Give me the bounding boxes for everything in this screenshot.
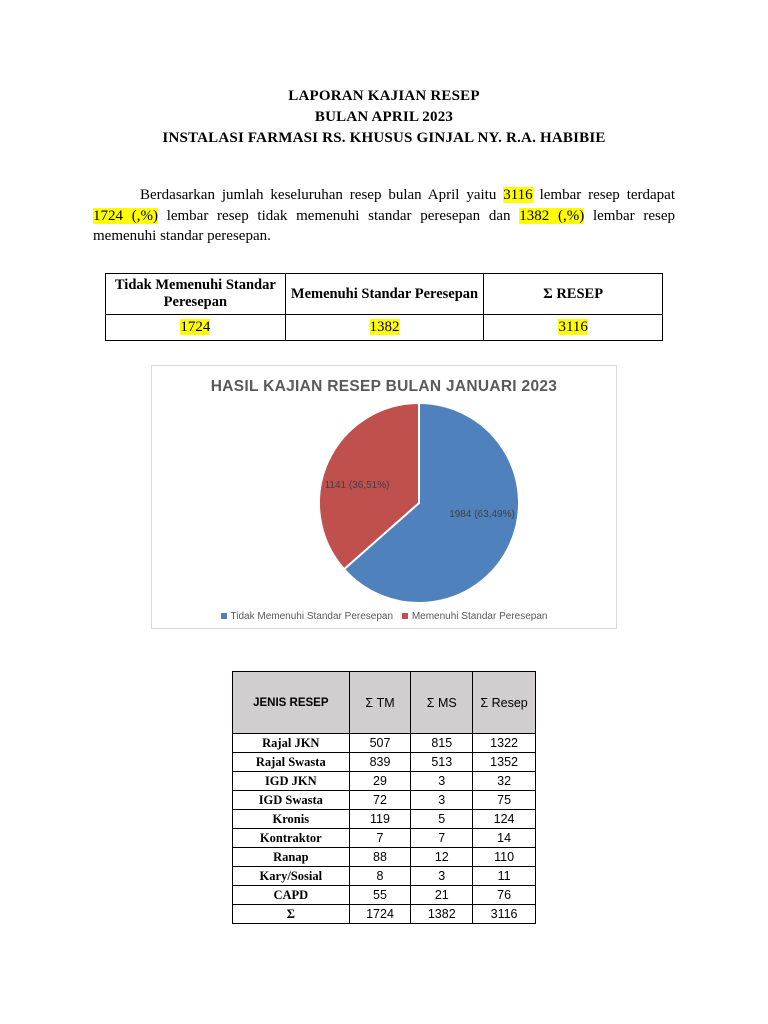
row-value: 29 [349,772,411,791]
row-value: 3 [411,772,473,791]
report-institution: INSTALASI FARMASI RS. KHUSUS GINJAL NY. R.A. HABIBIE [162,130,606,146]
row-label: Rajal Swasta [233,753,350,772]
detail-header-type: JENIS RESEP [233,672,350,734]
summary-table [105,273,663,341]
chart-title: HASIL KAJIAN RESEP BULAN JANUARI 2023 [210,378,558,395]
row-label: Ranap [233,848,350,867]
table-row [233,810,536,829]
row-value: 507 [349,734,411,753]
row-value: 815 [411,734,473,753]
table-row [233,905,536,924]
row-value: 55 [349,886,411,905]
row-value: 110 [473,848,536,867]
detail-table [232,671,536,924]
row-label: Kontraktor [233,829,350,848]
legend-item-tm: Tidak Memenuhi Standar Peresepan [221,611,394,622]
row-value: 1724 [349,905,411,924]
table-row [233,848,536,867]
row-value: 32 [473,772,536,791]
row-value: 75 [473,791,536,810]
pie-svg [152,366,616,628]
paragraph-text: lembar resep memenuhi standar peresepan. [93,207,675,244]
row-value: 1382 [411,905,473,924]
row-value: 72 [349,791,411,810]
row-value: 513 [411,753,473,772]
table-row [233,734,536,753]
table-row [233,867,536,886]
row-value: 1322 [473,734,536,753]
row-label: IGD Swasta [233,791,350,810]
row-value: 21 [411,886,473,905]
report-month: BULAN APRIL 2023 [314,109,454,125]
ms-highlight: 1382 (,%) [519,207,585,224]
summary-paragraph [93,185,675,247]
total-highlight: 3116 [503,187,533,203]
table-row [233,886,536,905]
row-value: 7 [411,829,473,848]
row-value: 8 [349,867,411,886]
legend-item-ms: Memenuhi Standar Peresepan [402,611,548,622]
row-label: Kronis [233,810,350,829]
pie-data-label-0: 1984 (63,49%) [449,509,515,520]
row-value: 839 [349,753,411,772]
paragraph-text: Berdasarkan jumlah keseluruhan resep bulan April yaitu [140,187,504,203]
table-row [233,753,536,772]
summary-header-total: Σ RESEP [484,274,663,315]
row-value: 119 [349,810,411,829]
row-value: 3 [411,867,473,886]
summary-cell-total: 3116 [484,315,663,341]
detail-header-tm: Σ TM [349,672,411,734]
row-label: Rajal JKN [233,734,350,753]
paragraph-text: lembar resep tidak memenuhi standar peresepan dan [157,207,520,224]
detail-header-total: Σ Resep [473,672,536,734]
summary-header-ms: Memenuhi Standar Peresepan [285,274,484,315]
row-value: 1352 [473,753,536,772]
paragraph-text: lembar resep terdapat [532,187,675,203]
summary-cell-tm: 1724 [106,315,286,341]
row-value: 3 [411,791,473,810]
row-label: IGD JKN [233,772,350,791]
row-value: 14 [473,829,536,848]
row-value: 3116 [473,905,536,924]
table-row [233,791,536,810]
detail-header-ms: Σ MS [411,672,473,734]
tm-highlight: 1724 (,%) [93,207,158,224]
row-value: 5 [411,810,473,829]
row-value: 7 [349,829,411,848]
row-value: 76 [473,886,536,905]
row-value: 124 [473,810,536,829]
chart-legend [152,611,616,622]
row-label: CAPD [233,886,350,905]
row-label: Kary/Sosial [233,867,350,886]
row-label: Σ [233,905,350,924]
row-value: 88 [349,848,411,867]
row-value: 11 [473,867,536,886]
report-title-block [0,86,768,149]
summary-cell-ms: 1382 [285,315,484,341]
row-value: 12 [411,848,473,867]
summary-header-tm: Tidak Memenuhi Standar Peresepan [106,274,286,315]
report-title: LAPORAN KAJIAN RESEP [288,88,480,104]
pie-chart [151,365,617,629]
table-row [233,772,536,791]
table-row [233,829,536,848]
pie-data-label-1: 1141 (36,51%) [324,480,390,491]
